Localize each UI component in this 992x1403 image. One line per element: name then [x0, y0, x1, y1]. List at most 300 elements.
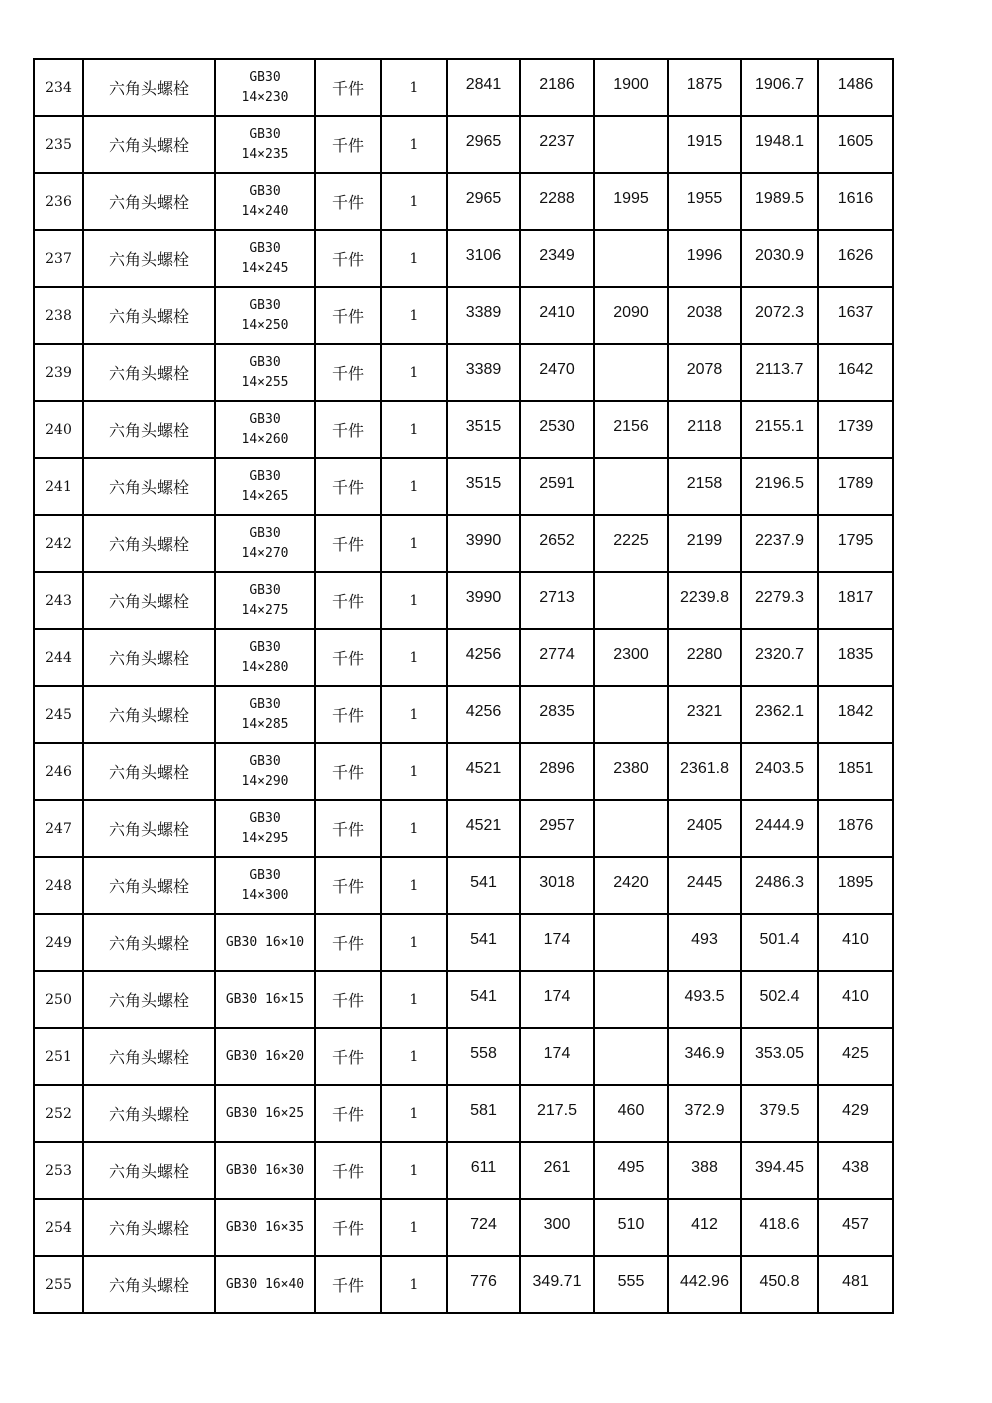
table-row	[34, 515, 893, 572]
item-name: 六角头螺栓	[83, 572, 215, 629]
spec-line-1: GB30	[249, 354, 281, 370]
price-cell-4	[668, 458, 741, 515]
item-quantity: 1	[381, 173, 447, 230]
spec-line-1: GB30	[249, 810, 281, 826]
price-value: 4521	[465, 759, 502, 777]
price-value: 174	[543, 1044, 571, 1062]
item-unit: 千件	[315, 857, 381, 914]
item-spec	[215, 458, 315, 515]
price-cell-6	[818, 344, 893, 401]
price-cell-3	[594, 1142, 668, 1199]
spec-line-1: GB30 16×25	[225, 1105, 305, 1121]
price-value: 581	[470, 1101, 497, 1119]
price-cell-1	[447, 1028, 520, 1085]
price-value: 1900	[613, 75, 649, 93]
price-value: 2038	[686, 303, 723, 321]
price-value: 2225	[613, 531, 649, 549]
price-value: 2320.7	[755, 645, 804, 663]
price-cell-4	[668, 1256, 741, 1313]
price-cell-5	[741, 59, 818, 116]
spec-line-2: 14×230	[241, 89, 289, 105]
price-value: 2090	[613, 303, 649, 321]
item-unit: 千件	[315, 458, 381, 515]
price-value: 2155.1	[755, 417, 804, 435]
item-name: 六角头螺栓	[83, 1028, 215, 1085]
item-spec	[215, 1199, 315, 1256]
price-value: 1817	[837, 588, 874, 606]
price-value: 493.5	[684, 987, 725, 1005]
price-value: 1842	[837, 702, 874, 720]
price-cell-5	[741, 1199, 818, 1256]
price-value: 2965	[465, 189, 502, 207]
price-cell-3	[594, 116, 668, 173]
price-cell-4	[668, 287, 741, 344]
item-name: 六角头螺栓	[83, 857, 215, 914]
price-cell-2	[520, 857, 594, 914]
item-unit: 千件	[315, 173, 381, 230]
spec-line-2: 14×275	[241, 602, 289, 618]
price-value: 412	[691, 1215, 718, 1233]
item-name: 六角头螺栓	[83, 914, 215, 971]
price-cell-1	[447, 629, 520, 686]
price-value: 174	[543, 987, 571, 1005]
table-body	[34, 59, 893, 1313]
row-number: 255	[34, 1256, 83, 1313]
price-value: 2113.7	[755, 360, 804, 378]
price-cell-2	[520, 515, 594, 572]
price-value: 541	[470, 873, 497, 891]
price-value: 2713	[539, 588, 575, 606]
price-cell-4	[668, 857, 741, 914]
item-name: 六角头螺栓	[83, 971, 215, 1028]
price-value: 2652	[539, 531, 575, 549]
price-cell-2	[520, 1085, 594, 1142]
spec-line-2: 14×300	[241, 887, 289, 903]
item-spec	[215, 515, 315, 572]
price-value: 174	[543, 930, 571, 948]
price-value: 2199	[686, 531, 723, 549]
price-value: 2361.8	[680, 759, 729, 777]
item-quantity: 1	[381, 59, 447, 116]
row-number: 252	[34, 1085, 83, 1142]
price-value: 724	[470, 1215, 497, 1233]
price-value: 4521	[465, 816, 502, 834]
price-cell-1	[447, 59, 520, 116]
price-value: 2237.9	[755, 531, 804, 549]
price-value: 1486	[837, 75, 874, 93]
price-value: 2279.3	[755, 588, 804, 606]
price-value: 3515	[465, 474, 502, 492]
spec-line-2: 14×240	[241, 203, 289, 219]
item-quantity: 1	[381, 572, 447, 629]
price-value: 394.45	[755, 1158, 804, 1176]
item-spec	[215, 1028, 315, 1085]
price-value: 1989.5	[755, 189, 804, 207]
spec-line-1: GB30	[249, 582, 281, 598]
price-value: 438	[842, 1158, 869, 1176]
price-cell-2	[520, 173, 594, 230]
price-value: 3990	[465, 531, 502, 549]
price-cell-5	[741, 287, 818, 344]
price-cell-5	[741, 344, 818, 401]
spec-line-1: GB30	[249, 696, 281, 712]
price-cell-2	[520, 743, 594, 800]
price-value: 418.6	[759, 1215, 800, 1233]
item-name: 六角头螺栓	[83, 173, 215, 230]
row-number: 247	[34, 800, 83, 857]
table-row	[34, 1028, 893, 1085]
table-row	[34, 116, 893, 173]
item-quantity: 1	[381, 1256, 447, 1313]
spec-line-2: 14×290	[241, 773, 289, 789]
spec-line-1: GB30	[249, 639, 281, 655]
price-value: 4256	[465, 702, 502, 720]
price-cell-6	[818, 914, 893, 971]
item-quantity: 1	[381, 743, 447, 800]
price-cell-4	[668, 1142, 741, 1199]
row-number: 253	[34, 1142, 83, 1199]
table-row	[34, 743, 893, 800]
spec-line-1: GB30 16×40	[225, 1276, 305, 1292]
spec-line-2: 14×245	[241, 260, 289, 276]
spec-line-1: GB30 16×30	[225, 1162, 305, 1178]
row-number: 248	[34, 857, 83, 914]
price-cell-6	[818, 515, 893, 572]
price-value: 510	[617, 1215, 645, 1233]
item-quantity: 1	[381, 287, 447, 344]
price-value: 2530	[539, 417, 575, 435]
table-row	[34, 287, 893, 344]
item-unit: 千件	[315, 629, 381, 686]
item-unit: 千件	[315, 515, 381, 572]
price-cell-3	[594, 1256, 668, 1313]
price-cell-1	[447, 401, 520, 458]
price-value: 410	[842, 987, 869, 1005]
price-cell-5	[741, 458, 818, 515]
price-cell-6	[818, 1256, 893, 1313]
price-value: 1906.7	[755, 75, 804, 93]
table-row	[34, 59, 893, 116]
item-name: 六角头螺栓	[83, 743, 215, 800]
price-value: 372.9	[684, 1101, 725, 1119]
item-name: 六角头螺栓	[83, 458, 215, 515]
price-value: 2158	[686, 474, 723, 492]
price-cell-1	[447, 1256, 520, 1313]
item-unit: 千件	[315, 1199, 381, 1256]
price-value: 3106	[465, 246, 502, 264]
price-cell-1	[447, 743, 520, 800]
price-cell-3	[594, 1199, 668, 1256]
price-value: 1955	[686, 189, 723, 207]
price-cell-3	[594, 1085, 668, 1142]
price-cell-3	[594, 572, 668, 629]
price-cell-5	[741, 1256, 818, 1313]
price-cell-1	[447, 344, 520, 401]
price-cell-1	[447, 116, 520, 173]
price-cell-3	[594, 971, 668, 1028]
item-name: 六角头螺栓	[83, 800, 215, 857]
price-cell-2	[520, 1028, 594, 1085]
price-value: 1875	[686, 75, 723, 93]
price-value: 442.96	[680, 1272, 729, 1290]
spec-line-1: GB30	[249, 867, 281, 883]
price-value: 611	[470, 1158, 497, 1176]
price-cell-4	[668, 743, 741, 800]
price-cell-1	[447, 971, 520, 1028]
item-name: 六角头螺栓	[83, 1199, 215, 1256]
price-value: 217.5	[536, 1101, 578, 1119]
price-cell-6	[818, 1028, 893, 1085]
price-cell-5	[741, 686, 818, 743]
row-number: 234	[34, 59, 83, 116]
spec-line-2: 14×250	[241, 317, 289, 333]
price-cell-1	[447, 1142, 520, 1199]
item-unit: 千件	[315, 800, 381, 857]
price-cell-6	[818, 401, 893, 458]
item-name: 六角头螺栓	[83, 686, 215, 743]
price-value: 2405	[686, 816, 723, 834]
price-cell-5	[741, 401, 818, 458]
price-value: 2896	[539, 759, 575, 777]
price-value: 2380	[613, 759, 649, 777]
price-value: 555	[617, 1272, 645, 1290]
item-quantity: 1	[381, 857, 447, 914]
price-cell-1	[447, 458, 520, 515]
price-value: 541	[470, 987, 497, 1005]
price-cell-2	[520, 686, 594, 743]
table-row	[34, 572, 893, 629]
price-value: 2237	[539, 132, 575, 150]
price-value: 349.71	[532, 1272, 582, 1290]
price-cell-2	[520, 59, 594, 116]
price-cell-2	[520, 800, 594, 857]
price-value: 4256	[465, 645, 502, 663]
price-value: 2196.5	[755, 474, 804, 492]
price-cell-1	[447, 914, 520, 971]
item-unit: 千件	[315, 1085, 381, 1142]
price-cell-3	[594, 914, 668, 971]
price-cell-6	[818, 1199, 893, 1256]
item-unit: 千件	[315, 344, 381, 401]
price-cell-2	[520, 971, 594, 1028]
price-value: 1616	[837, 189, 874, 207]
spec-line-2: 14×280	[241, 659, 289, 675]
table-row	[34, 1142, 893, 1199]
price-value: 776	[470, 1272, 497, 1290]
price-cell-2	[520, 629, 594, 686]
price-cell-3	[594, 59, 668, 116]
item-unit: 千件	[315, 572, 381, 629]
spec-line-1: GB30	[249, 240, 281, 256]
price-value: 425	[842, 1044, 869, 1062]
price-value: 2186	[539, 75, 575, 93]
price-value: 2362.1	[755, 702, 804, 720]
item-quantity: 1	[381, 914, 447, 971]
item-quantity: 1	[381, 800, 447, 857]
price-cell-6	[818, 629, 893, 686]
table-row	[34, 629, 893, 686]
price-value: 3515	[465, 417, 502, 435]
item-name: 六角头螺栓	[83, 344, 215, 401]
price-value: 2470	[539, 360, 575, 378]
item-spec	[215, 173, 315, 230]
price-cell-1	[447, 800, 520, 857]
item-quantity: 1	[381, 515, 447, 572]
price-value: 2420	[613, 873, 649, 891]
spec-line-2: 14×235	[241, 146, 289, 162]
price-value: 1948.1	[755, 132, 804, 150]
row-number: 251	[34, 1028, 83, 1085]
price-cell-1	[447, 686, 520, 743]
item-unit: 千件	[315, 1028, 381, 1085]
price-cell-2	[520, 287, 594, 344]
table-row	[34, 230, 893, 287]
price-cell-3	[594, 287, 668, 344]
price-value: 3389	[465, 360, 502, 378]
price-cell-1	[447, 572, 520, 629]
price-value: 261	[543, 1158, 571, 1176]
price-cell-6	[818, 1085, 893, 1142]
price-value: 1876	[837, 816, 874, 834]
price-cell-6	[818, 116, 893, 173]
price-value: 2444.9	[755, 816, 804, 834]
item-quantity: 1	[381, 971, 447, 1028]
price-cell-4	[668, 971, 741, 1028]
price-cell-5	[741, 1085, 818, 1142]
price-cell-2	[520, 572, 594, 629]
price-table	[33, 58, 894, 1314]
price-cell-1	[447, 515, 520, 572]
spec-line-1: GB30	[249, 753, 281, 769]
table-row	[34, 344, 893, 401]
row-number: 241	[34, 458, 83, 515]
price-value: 460	[617, 1101, 645, 1119]
spec-line-2: 14×295	[241, 830, 289, 846]
price-value: 353.05	[755, 1044, 804, 1062]
price-value: 1851	[837, 759, 874, 777]
price-cell-5	[741, 173, 818, 230]
price-value: 495	[617, 1158, 645, 1176]
price-cell-6	[818, 458, 893, 515]
price-cell-4	[668, 515, 741, 572]
price-value: 457	[842, 1215, 869, 1233]
price-cell-2	[520, 1199, 594, 1256]
price-value: 2841	[465, 75, 502, 93]
item-spec	[215, 1085, 315, 1142]
price-value: 2835	[539, 702, 575, 720]
table-row	[34, 1199, 893, 1256]
price-cell-2	[520, 230, 594, 287]
price-value: 2349	[539, 246, 575, 264]
item-unit: 千件	[315, 287, 381, 344]
price-cell-5	[741, 572, 818, 629]
price-cell-4	[668, 59, 741, 116]
price-value: 2957	[539, 816, 575, 834]
price-cell-1	[447, 857, 520, 914]
item-unit: 千件	[315, 1142, 381, 1199]
price-value: 2591	[539, 474, 575, 492]
item-unit: 千件	[315, 743, 381, 800]
price-cell-5	[741, 629, 818, 686]
row-number: 240	[34, 401, 83, 458]
item-quantity: 1	[381, 401, 447, 458]
price-value: 410	[842, 930, 869, 948]
row-number: 243	[34, 572, 83, 629]
item-spec	[215, 857, 315, 914]
price-value: 346.9	[684, 1044, 725, 1062]
price-cell-2	[520, 401, 594, 458]
item-unit: 千件	[315, 116, 381, 173]
price-cell-2	[520, 914, 594, 971]
item-spec	[215, 287, 315, 344]
price-value: 2030.9	[755, 246, 804, 264]
price-value: 1642	[837, 360, 874, 378]
price-cell-3	[594, 230, 668, 287]
table-row	[34, 173, 893, 230]
table-row	[34, 1085, 893, 1142]
item-quantity: 1	[381, 629, 447, 686]
table-row	[34, 971, 893, 1028]
price-cell-5	[741, 230, 818, 287]
price-value: 502.4	[759, 987, 800, 1005]
price-value: 379.5	[759, 1101, 800, 1119]
item-name: 六角头螺栓	[83, 1142, 215, 1199]
item-name: 六角头螺栓	[83, 629, 215, 686]
price-cell-3	[594, 344, 668, 401]
row-number: 242	[34, 515, 83, 572]
price-value: 1996	[686, 246, 723, 264]
item-spec	[215, 344, 315, 401]
price-cell-3	[594, 857, 668, 914]
price-cell-5	[741, 743, 818, 800]
price-cell-4	[668, 1085, 741, 1142]
item-unit: 千件	[315, 230, 381, 287]
table-row	[34, 857, 893, 914]
price-cell-5	[741, 914, 818, 971]
price-cell-3	[594, 629, 668, 686]
spec-line-1: GB30	[249, 468, 281, 484]
item-quantity: 1	[381, 686, 447, 743]
spec-line-1: GB30	[249, 525, 281, 541]
item-spec	[215, 572, 315, 629]
price-cell-4	[668, 629, 741, 686]
spec-line-1: GB30 16×20	[225, 1048, 305, 1064]
price-value: 2280	[686, 645, 723, 663]
item-spec	[215, 629, 315, 686]
price-value: 481	[842, 1272, 869, 1290]
item-name: 六角头螺栓	[83, 287, 215, 344]
spec-line-2: 14×285	[241, 716, 289, 732]
table-row	[34, 800, 893, 857]
price-cell-6	[818, 971, 893, 1028]
item-spec	[215, 401, 315, 458]
price-value: 388	[691, 1158, 718, 1176]
price-cell-4	[668, 914, 741, 971]
price-cell-4	[668, 116, 741, 173]
spec-line-1: GB30	[249, 69, 281, 85]
spec-line-2: 14×270	[241, 545, 289, 561]
spec-line-1: GB30 16×10	[225, 934, 305, 950]
item-spec	[215, 1142, 315, 1199]
price-cell-3	[594, 401, 668, 458]
price-cell-4	[668, 344, 741, 401]
price-value: 1739	[837, 417, 874, 435]
row-number: 236	[34, 173, 83, 230]
price-cell-3	[594, 686, 668, 743]
price-value: 1637	[837, 303, 874, 321]
price-cell-5	[741, 971, 818, 1028]
item-spec	[215, 116, 315, 173]
